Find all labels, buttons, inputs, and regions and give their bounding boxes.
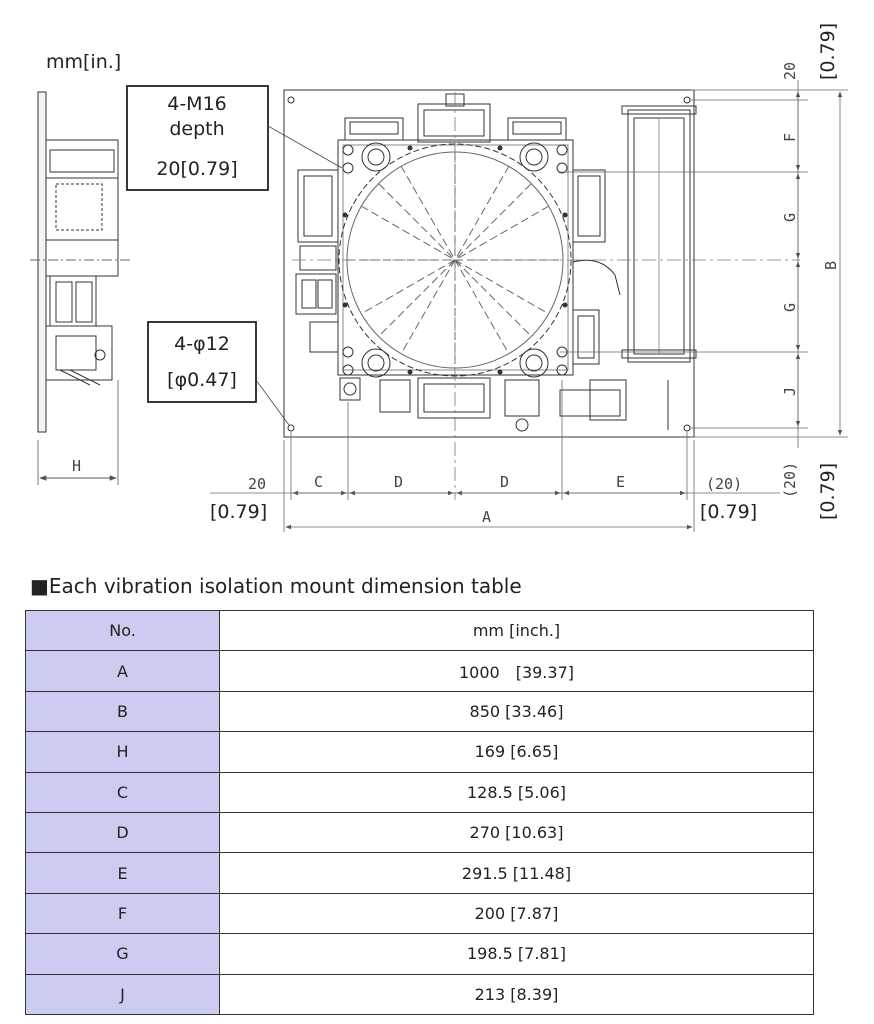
header-value: mm [inch.] (220, 611, 814, 651)
dim-top-079-label: [0.79] (817, 22, 839, 80)
row-no: B (26, 691, 220, 731)
row-no: A (26, 651, 220, 691)
table-header-row (26, 611, 814, 651)
table-row (26, 691, 814, 731)
row-value: 128.5 [5.06] (220, 772, 814, 812)
dim-left-079-label: [0.79] (210, 501, 268, 523)
callout-hole-line2: [φ0.47] (167, 369, 237, 391)
table-row (26, 732, 814, 772)
row-no: E (26, 853, 220, 893)
table-row (26, 934, 814, 974)
dim-H-label: H (72, 457, 82, 475)
dim-A-label: A (482, 508, 492, 526)
row-no: F (26, 893, 220, 933)
dim-C-label: C (314, 473, 324, 491)
row-value: 169 [6.65] (220, 732, 814, 772)
callout-m16-line2: depth (169, 118, 225, 140)
row-no: H (26, 732, 220, 772)
dim-G2-label: G (781, 302, 799, 312)
table-row (26, 853, 814, 893)
dim-top-20-label: 20 (781, 61, 799, 80)
row-value: 270 [10.63] (220, 812, 814, 852)
row-no: D (26, 812, 220, 852)
table-row (26, 812, 814, 852)
dim-F-label: F (781, 132, 799, 142)
dim-right-20-label: (20) (706, 475, 743, 493)
row-no: C (26, 772, 220, 812)
row-value: 1000 [39.37] (220, 651, 814, 691)
table-row (26, 974, 814, 1014)
dim-bottom-079-label: [0.79] (817, 462, 839, 520)
table-row (26, 893, 814, 933)
table-row (26, 772, 814, 812)
callout-hole-line1: 4-φ12 (174, 333, 230, 355)
table-row (26, 651, 814, 691)
row-no: J (26, 974, 220, 1014)
dim-bottom-20-label: (20) (781, 461, 799, 498)
side-view (30, 92, 130, 485)
row-value: 198.5 [7.81] (220, 934, 814, 974)
row-value: 291.5 [11.48] (220, 853, 814, 893)
dim-left-20-label: 20 (248, 475, 267, 493)
dim-G1-label: G (781, 212, 799, 222)
callout-m16-line3: 20[0.79] (156, 158, 238, 180)
dim-right-079-label: [0.79] (700, 501, 758, 523)
row-value: 200 [7.87] (220, 893, 814, 933)
table-title: ■Each vibration isolation mount dimension table (30, 574, 522, 598)
dimension-table (25, 610, 814, 1015)
dim-B-label: B (822, 260, 840, 270)
row-value: 850 [33.46] (220, 691, 814, 731)
callout-m16 (127, 86, 342, 190)
header-no: No. (26, 611, 220, 651)
row-no: G (26, 934, 220, 974)
row-value: 213 [8.39] (220, 974, 814, 1014)
units-label: mm[in.] (46, 51, 122, 73)
top-view (284, 90, 696, 437)
callout-m16-line1: 4-M16 (167, 93, 227, 115)
dim-D1-label: D (394, 473, 404, 491)
dim-J-label: J (781, 386, 799, 396)
dim-D2-label: D (500, 473, 510, 491)
dim-E-label: E (616, 473, 626, 491)
callout-hole (148, 322, 289, 425)
